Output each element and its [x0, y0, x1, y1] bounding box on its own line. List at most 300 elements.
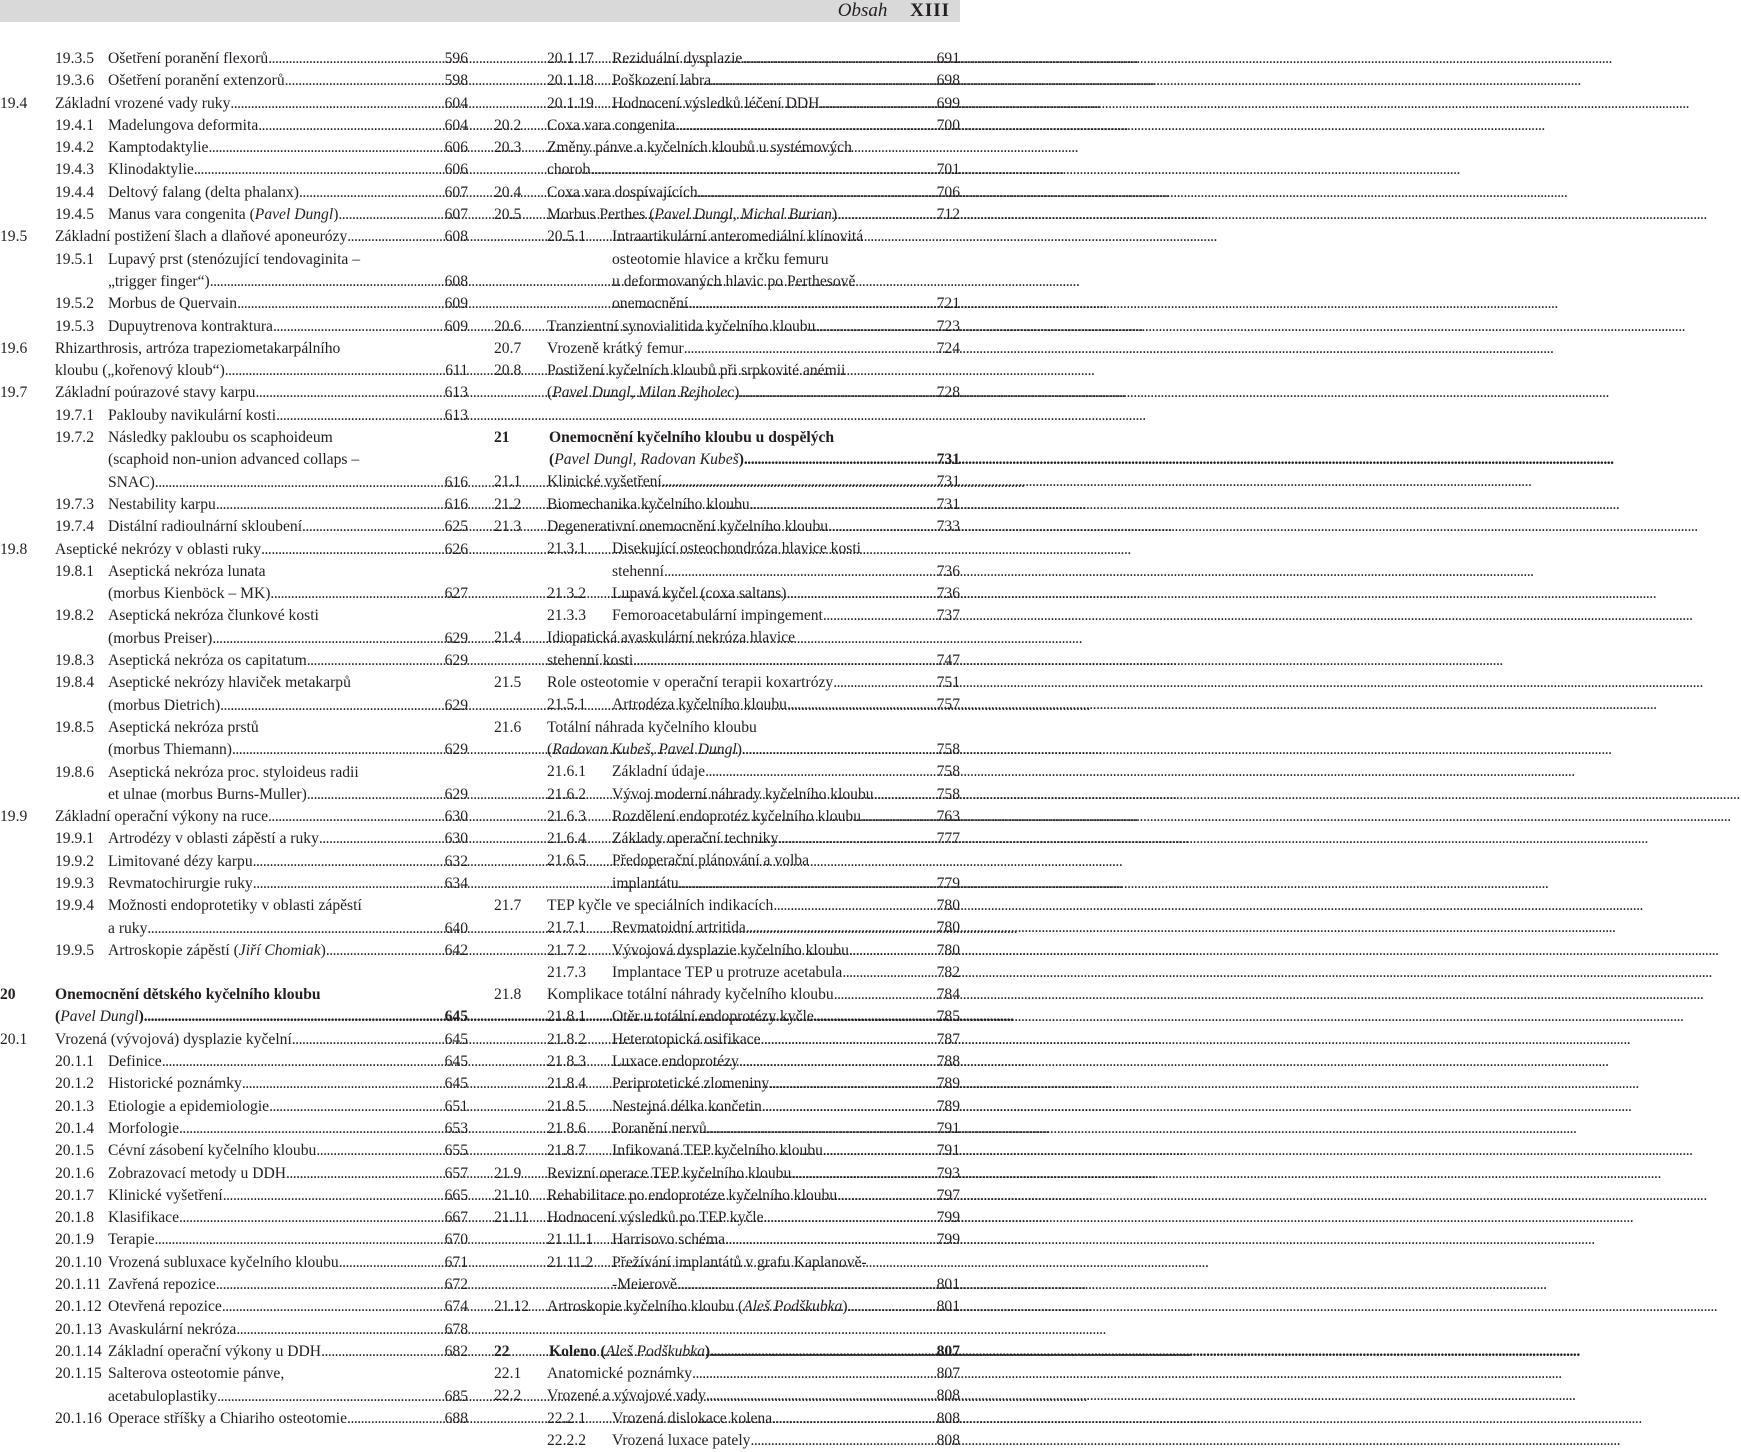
toc-entry-number: 20.1.10	[55, 1253, 102, 1271]
toc-page-number: 724	[936, 339, 960, 357]
dot-leader	[787, 583, 934, 605]
toc-page-number: 784	[936, 986, 960, 1004]
toc-page-number: 807	[936, 1364, 960, 1382]
toc-entry-title: Cévní zásobení kyčelního kloubu	[108, 1142, 317, 1160]
toc-entry[interactable]	[494, 115, 960, 137]
dot-leader	[698, 182, 934, 204]
toc-entry-title: stehenní kosti	[547, 651, 634, 669]
toc-entry-number: 21.8.3	[547, 1053, 586, 1071]
dot-leader	[739, 1051, 934, 1073]
toc-entry[interactable]	[0, 895, 468, 940]
toc-entry-number: 21.3	[494, 517, 522, 535]
toc-entry-title: Avaskulární nekróza	[108, 1320, 237, 1338]
toc-entry-title: Předoperační plánování a volba	[612, 852, 810, 870]
toc-entry[interactable]	[494, 984, 960, 1006]
toc-entry[interactable]	[0, 516, 468, 538]
toc-entry-title: Morbus Perthes (Pavel Dungl, Michal Burian)	[547, 206, 838, 224]
toc-page-number: 808	[936, 1431, 960, 1449]
toc-entry-number: 19.7	[0, 384, 28, 402]
toc-page-number: 629	[444, 652, 468, 670]
toc-entry[interactable]	[494, 784, 960, 806]
toc-entry-title: Deltový falang (delta phalanx)	[108, 183, 299, 201]
dot-leader	[739, 382, 933, 404]
dot-leader	[842, 962, 933, 984]
toc-entry[interactable]	[0, 1408, 468, 1430]
dot-leader	[230, 93, 441, 115]
toc-entry-title: Vrozeně krátký femur	[547, 339, 684, 357]
toc-entry-title: Role osteotomie v operační terapii koxartrózy	[547, 674, 834, 692]
toc-entry-number: 19.3.6	[55, 72, 94, 90]
toc-entry-number: 19.4	[0, 94, 28, 112]
toc-page-number: 691	[936, 50, 960, 67]
toc-entry[interactable]	[0, 293, 468, 315]
toc-page-number: 780	[936, 941, 960, 959]
toc-entry[interactable]	[494, 1073, 960, 1095]
toc-page-number: 700	[936, 116, 960, 134]
toc-page-number: 616	[444, 495, 468, 513]
toc-entry[interactable]	[0, 1363, 468, 1408]
toc-entry-number: 20.1.6	[55, 1164, 94, 1182]
toc-entry-title: (scaphoid non-union advanced collaps –	[108, 451, 360, 469]
toc-entry-title: (Radovan Kubeš, Pavel Dungl)	[547, 740, 742, 758]
toc-entry[interactable]	[494, 494, 960, 516]
toc-entry[interactable]	[0, 1163, 468, 1185]
toc-entry[interactable]	[0, 159, 468, 181]
toc-entry-title: Dupuytrenova kontraktura	[108, 317, 273, 335]
toc-entry-title: Terapie	[108, 1231, 155, 1249]
toc-entry[interactable]	[494, 1006, 960, 1028]
dot-leader	[253, 873, 442, 895]
toc-entry-number: 21.5	[494, 674, 522, 692]
toc-page-number: 785	[936, 1008, 960, 1026]
dot-leader	[677, 1274, 934, 1296]
dot-leader	[848, 1296, 934, 1318]
toc-page-number: 731	[936, 451, 960, 469]
dot-leader	[338, 204, 441, 226]
toc-entry[interactable]	[494, 717, 960, 762]
toc-page-number: 758	[936, 763, 960, 781]
dot-leader	[302, 516, 442, 538]
toc-page-number: 626	[444, 540, 468, 558]
toc-entry-number: 20.1.11	[55, 1276, 102, 1294]
toc-entry-title: Definice	[108, 1053, 162, 1071]
toc-entry-title: Ošetření poranění extenzorů	[108, 72, 285, 90]
toc-page-number: 611	[445, 362, 468, 380]
toc-entry-title: Základní postižení šlach a dlaňové aponeurózy	[55, 228, 348, 246]
toc-entry-title: Disekující osteochondróza hlavice kosti	[612, 540, 861, 558]
toc-entry-title: Lupavý prst (stenózující tendovaginita –	[108, 250, 361, 268]
toc-entry[interactable]	[494, 1096, 960, 1118]
toc-entry-number: 19.7.4	[55, 518, 94, 536]
toc-entry[interactable]	[494, 516, 960, 538]
toc-entry[interactable]	[494, 828, 960, 850]
toc-entry-number: 21.7	[494, 896, 522, 914]
toc-entry[interactable]	[0, 115, 468, 137]
toc-entry-number: 21.6.1	[547, 763, 586, 781]
toc-entry[interactable]	[0, 561, 468, 606]
dot-leader	[590, 159, 933, 181]
toc-entry[interactable]	[0, 539, 468, 561]
toc-entry-number: 19.9.2	[55, 852, 94, 870]
toc-entry[interactable]	[494, 1207, 960, 1229]
toc-entry[interactable]	[494, 940, 960, 962]
toc-entry-title: Aseptická nekróza člunkové kosti	[108, 607, 319, 625]
running-header	[838, 0, 950, 22]
toc-entry[interactable]	[0, 1073, 468, 1095]
toc-entry-title: Klasifikace	[108, 1209, 180, 1227]
toc-entry[interactable]	[0, 182, 468, 204]
dot-leader	[216, 494, 442, 516]
toc-chapter[interactable]	[0, 984, 468, 1029]
toc-entry-title: Artrodéza kyčelního kloubu	[612, 696, 787, 714]
toc-entry[interactable]	[0, 828, 468, 850]
dot-leader	[849, 940, 934, 962]
dot-leader	[307, 650, 442, 672]
toc-entry[interactable]	[0, 1051, 468, 1073]
toc-entry-title: Implantace TEP u protruze acetabula	[612, 963, 843, 981]
dot-leader	[692, 1363, 934, 1385]
toc-entry[interactable]	[494, 627, 960, 672]
toc-entry-title: (Pavel Dungl, Radovan Kubeš)	[549, 451, 744, 469]
toc-entry[interactable]	[0, 316, 468, 338]
dot-leader	[828, 516, 934, 538]
toc-page-number: 701	[936, 161, 960, 179]
toc-entry[interactable]	[0, 1207, 468, 1229]
toc-entry[interactable]	[494, 1385, 960, 1407]
toc-entry[interactable]	[0, 204, 468, 226]
section-gap	[494, 405, 960, 427]
dot-leader	[750, 1430, 933, 1452]
toc-page-number: 733	[936, 517, 960, 535]
toc-entry[interactable]	[494, 93, 960, 115]
toc-page-number: 607	[444, 206, 468, 224]
toc-page-number: 758	[936, 785, 960, 803]
dot-leader	[823, 1140, 934, 1162]
toc-entry[interactable]	[0, 1341, 468, 1363]
toc-entry[interactable]	[494, 1252, 960, 1297]
toc-entry-title: Vývoj moderní náhrady kyčelního kloubu	[612, 785, 874, 803]
toc-page-number: 642	[444, 941, 468, 959]
toc-entry[interactable]	[494, 70, 960, 92]
toc-entry[interactable]	[0, 137, 468, 159]
toc-page-number: 645	[444, 1075, 468, 1093]
dot-leader	[255, 382, 441, 404]
toc-entry-number: 22.2.2	[547, 1431, 586, 1449]
toc-entry-title: Aseptická nekróza proc. styloideus radii	[108, 763, 359, 781]
toc-entry[interactable]	[494, 895, 960, 917]
toc-entry-number: 19.9.4	[55, 897, 94, 915]
toc-entry[interactable]	[494, 694, 960, 716]
toc-page-number: 780	[936, 896, 960, 914]
toc-page-number: 791	[936, 1142, 960, 1160]
toc-entry[interactable]	[0, 1140, 468, 1162]
toc-entry[interactable]	[0, 48, 468, 70]
toc-entry[interactable]	[0, 605, 468, 650]
dot-leader	[286, 1163, 442, 1185]
dot-leader	[750, 494, 934, 516]
dot-leader	[144, 1006, 442, 1028]
toc-entry[interactable]	[0, 382, 468, 404]
toc-entry-number: 19.4.5	[55, 206, 94, 224]
toc-entry[interactable]	[0, 873, 468, 895]
dot-leader	[179, 1118, 442, 1140]
toc-entry[interactable]	[494, 672, 960, 694]
toc-entry[interactable]	[494, 360, 960, 405]
toc-page-number: 634	[444, 874, 468, 892]
toc-entry-number: 20.3	[494, 139, 522, 157]
toc-entry-number: 21.6.3	[547, 807, 586, 825]
toc-entry-number: 20.5.1	[547, 228, 586, 246]
dot-leader	[321, 1341, 442, 1363]
toc-entry[interactable]	[494, 137, 960, 182]
toc-entry[interactable]	[494, 338, 960, 360]
toc-page-number: 736	[936, 562, 960, 580]
toc-entry-number: 21.8.7	[547, 1142, 586, 1160]
dot-leader	[675, 115, 933, 137]
toc-entry[interactable]	[494, 1163, 960, 1185]
toc-entry-title: Morfologie	[108, 1119, 180, 1137]
toc-entry-title: Klinodaktylie	[108, 161, 194, 179]
toc-page-number: 788	[936, 1053, 960, 1071]
toc-chapter[interactable]	[494, 427, 960, 472]
toc-entry-title: Klinické vyšetření	[108, 1186, 223, 1204]
toc-entry-title: a ruky	[108, 919, 148, 937]
toc-entry[interactable]	[494, 1140, 960, 1162]
toc-entry[interactable]	[0, 226, 468, 248]
toc-entry-title: u deformovaných hlavic po Perthesově	[612, 272, 856, 290]
toc-entry[interactable]	[0, 1029, 468, 1051]
toc-entry[interactable]	[0, 1252, 468, 1274]
toc-entry-number: 20.1.4	[55, 1119, 94, 1137]
toc-entry[interactable]	[0, 1096, 468, 1118]
toc-entry[interactable]	[0, 93, 468, 115]
toc-entry[interactable]	[0, 1118, 468, 1140]
toc-entry-number: 19.8.3	[55, 652, 94, 670]
toc-entry-number: 21.1	[494, 473, 522, 491]
toc-page-number: 728	[936, 384, 960, 402]
toc-entry-number: 20.1.14	[55, 1342, 102, 1360]
toc-entry[interactable]	[494, 1229, 960, 1251]
toc-entry-title: Revmatoidní artritida	[612, 919, 746, 937]
toc-page-number: 763	[936, 807, 960, 825]
toc-entry[interactable]	[494, 850, 960, 895]
toc-entry-title: „trigger finger“)	[108, 272, 210, 290]
toc-entry[interactable]	[494, 1185, 960, 1207]
dot-leader	[744, 449, 934, 471]
toc-entry[interactable]	[494, 48, 960, 70]
toc-entry-number: 20.8	[494, 362, 522, 380]
toc-entry[interactable]	[494, 1029, 960, 1051]
dot-leader	[273, 316, 442, 338]
toc-entry-number: 19.8.6	[55, 763, 94, 781]
dot-leader	[772, 1408, 933, 1430]
toc-entry[interactable]	[494, 917, 960, 939]
toc-entry-number: 22.2.1	[547, 1409, 586, 1427]
toc-entry-title: kloubu („kořenový kloub“)	[55, 362, 225, 380]
toc-entry[interactable]	[494, 583, 960, 605]
toc-entry[interactable]	[494, 182, 960, 204]
dot-leader	[707, 1118, 934, 1140]
toc-page-number: 678	[444, 1320, 468, 1338]
toc-entry[interactable]	[0, 338, 468, 383]
dot-leader	[326, 940, 442, 962]
toc-entry-number: 20.1.16	[55, 1409, 102, 1427]
toc-entry-title: Poranění nervů	[612, 1119, 707, 1137]
toc-entry-title: Nestability karpu	[108, 495, 216, 513]
toc-chapter[interactable]	[494, 1341, 960, 1363]
toc-entry-title: Koleno (Aleš Podškubka)	[549, 1342, 711, 1360]
toc-entry-number: 19.4.1	[55, 116, 94, 134]
toc-entry-number: 21.6	[494, 718, 522, 736]
toc-entry-number: 21.9	[494, 1164, 522, 1182]
dot-leader	[791, 1163, 933, 1185]
toc-entry[interactable]	[494, 471, 960, 493]
toc-entry[interactable]	[494, 761, 960, 783]
dot-leader	[232, 739, 442, 761]
toc-page-number: 629	[444, 785, 468, 803]
toc-entry-number: 21.2	[494, 495, 522, 513]
toc-entry[interactable]	[0, 940, 468, 962]
toc-entry-number: 19.9.1	[55, 830, 94, 848]
toc-entry[interactable]	[0, 851, 468, 873]
dot-leader	[220, 695, 441, 717]
toc-entry[interactable]	[0, 1185, 468, 1207]
toc-entry-number: 19.7.1	[55, 406, 94, 424]
toc-entry-title: Ošetření poranění flexorů	[108, 50, 269, 67]
dot-leader	[237, 293, 442, 315]
toc-entry[interactable]	[0, 762, 468, 807]
dot-leader	[179, 1207, 442, 1229]
toc-entry-title: Základy operační techniky	[612, 830, 779, 848]
toc-page-number: 808	[936, 1387, 960, 1405]
toc-entry-title: Základní vrozené vady ruky	[55, 94, 231, 112]
toc-entry-title: (morbus Kienböck – MK)	[108, 585, 271, 603]
toc-page-number: 596	[444, 50, 468, 67]
toc-entry[interactable]	[0, 249, 468, 294]
toc-entry-number: 19.7.3	[55, 495, 94, 513]
toc-entry-title: Přežívání implantátů v grafu Kaplanově-	[612, 1253, 867, 1271]
toc-entry-title: Femoroacetabulární impingement	[612, 607, 823, 625]
toc-page-number: 706	[936, 183, 960, 201]
toc-entry[interactable]	[0, 1274, 468, 1296]
toc-entry-title: Manus vara congenita (Pavel Dungl)	[108, 206, 339, 224]
toc-entry[interactable]	[494, 538, 960, 583]
toc-entry-number: 21.3.3	[547, 607, 586, 625]
toc-page-number: 791	[936, 1119, 960, 1137]
toc-entry[interactable]	[494, 204, 960, 226]
toc-entry-number: 20.1.3	[55, 1097, 94, 1115]
toc-entry[interactable]	[494, 316, 960, 338]
toc-entry[interactable]	[0, 806, 468, 828]
toc-entry[interactable]	[0, 70, 468, 92]
page-number: XIII	[910, 0, 950, 21]
toc-entry-number: 21.4	[494, 629, 522, 647]
toc-entry[interactable]	[494, 962, 960, 984]
toc-page-number: 757	[936, 696, 960, 714]
dot-leader	[764, 1207, 934, 1229]
toc-entry-title: Základní operační výkony na ruce	[55, 808, 269, 826]
toc-entry[interactable]	[0, 1229, 468, 1251]
toc-entry-number: 21.6.5	[547, 852, 586, 870]
toc-entry-title: Coxa vara dospívajících	[547, 183, 698, 201]
toc-entry[interactable]	[494, 1296, 960, 1318]
toc-entry-title: Revmatochirurgie ruky	[108, 874, 253, 892]
toc-entry-title: Vrozená dislokace kolena	[612, 1409, 773, 1427]
toc-entry[interactable]	[0, 717, 468, 762]
dot-leader	[778, 828, 933, 850]
dot-leader	[155, 1229, 442, 1251]
toc-entry[interactable]	[0, 494, 468, 516]
toc-entry[interactable]	[494, 1363, 960, 1385]
toc-entry[interactable]	[0, 672, 468, 717]
toc-page-number: 801	[936, 1276, 960, 1294]
toc-page-number: 616	[444, 473, 468, 491]
toc-entry[interactable]	[0, 1296, 468, 1318]
toc-entry-title: Anatomické poznámky	[547, 1364, 693, 1382]
toc-entry[interactable]	[0, 427, 468, 494]
toc-entry-title: Morbus de Quervain	[108, 295, 238, 313]
dot-leader	[270, 583, 441, 605]
running-header-title: Obsah	[837, 0, 888, 21]
toc-entry[interactable]	[494, 226, 960, 315]
dot-leader	[833, 672, 933, 694]
toc-page-number: 613	[444, 406, 468, 424]
toc-page-number: 682	[444, 1342, 468, 1360]
toc-entry[interactable]	[0, 405, 468, 427]
toc-page-number: 609	[444, 317, 468, 335]
toc-entry[interactable]	[494, 605, 960, 627]
toc-page-number: 674	[444, 1298, 468, 1316]
toc-entry-title: Tranzientní synovialitida kyčelního kloubu	[547, 317, 816, 335]
toc-entry[interactable]	[494, 1051, 960, 1073]
toc-entry-number: 22	[494, 1342, 510, 1360]
toc-entry-title: Idiopatická avaskulární nekróza hlavice	[547, 629, 796, 647]
toc-page-number: 608	[444, 228, 468, 246]
toc-entry-title: Základní poúrazové stavy karpu	[55, 384, 256, 402]
toc-entry-title: Limitované dézy karpu	[108, 852, 253, 870]
toc-page-number: 779	[936, 874, 960, 892]
dot-leader	[208, 137, 441, 159]
toc-entry-title: Reziduální dysplazie	[612, 50, 743, 67]
toc-entry-title: Onemocnění kyčelního kloubu u dospělých	[549, 428, 835, 446]
dot-leader	[212, 628, 441, 650]
toc-entry-title: Možnosti endoprotetiky v oblasti zápěstí	[108, 897, 362, 915]
toc-entry-title: Klinické vyšetření	[547, 473, 662, 491]
toc-entry-number: 20	[0, 986, 16, 1004]
toc-page-number: 782	[936, 963, 960, 981]
toc-page-number: 793	[936, 1164, 960, 1182]
toc-entry-number: 20.1.17	[547, 50, 594, 67]
toc-entry-number: 21.8.4	[547, 1075, 586, 1093]
toc-entry[interactable]	[494, 1408, 960, 1430]
toc-entry-number: 21.12	[494, 1298, 530, 1316]
toc-entry[interactable]	[0, 650, 468, 672]
toc-entry-number: 20.1.8	[55, 1209, 94, 1227]
toc-page-number: 625	[444, 518, 468, 536]
toc-entry[interactable]	[0, 1319, 468, 1341]
toc-entry-title: Onemocnění dětského kyčelního kloubu	[55, 986, 321, 1004]
toc-entry[interactable]	[494, 1430, 960, 1452]
toc-entry-title: SNAC)	[108, 473, 155, 491]
toc-entry-number: 19.4.3	[55, 161, 94, 179]
dot-leader	[242, 1073, 442, 1095]
dot-leader	[210, 271, 442, 293]
toc-page-number: 758	[936, 740, 960, 758]
toc-entry[interactable]	[494, 1118, 960, 1140]
dot-leader	[216, 1274, 442, 1296]
toc-entry[interactable]	[494, 806, 960, 828]
toc-page-number: 645	[444, 1008, 468, 1026]
